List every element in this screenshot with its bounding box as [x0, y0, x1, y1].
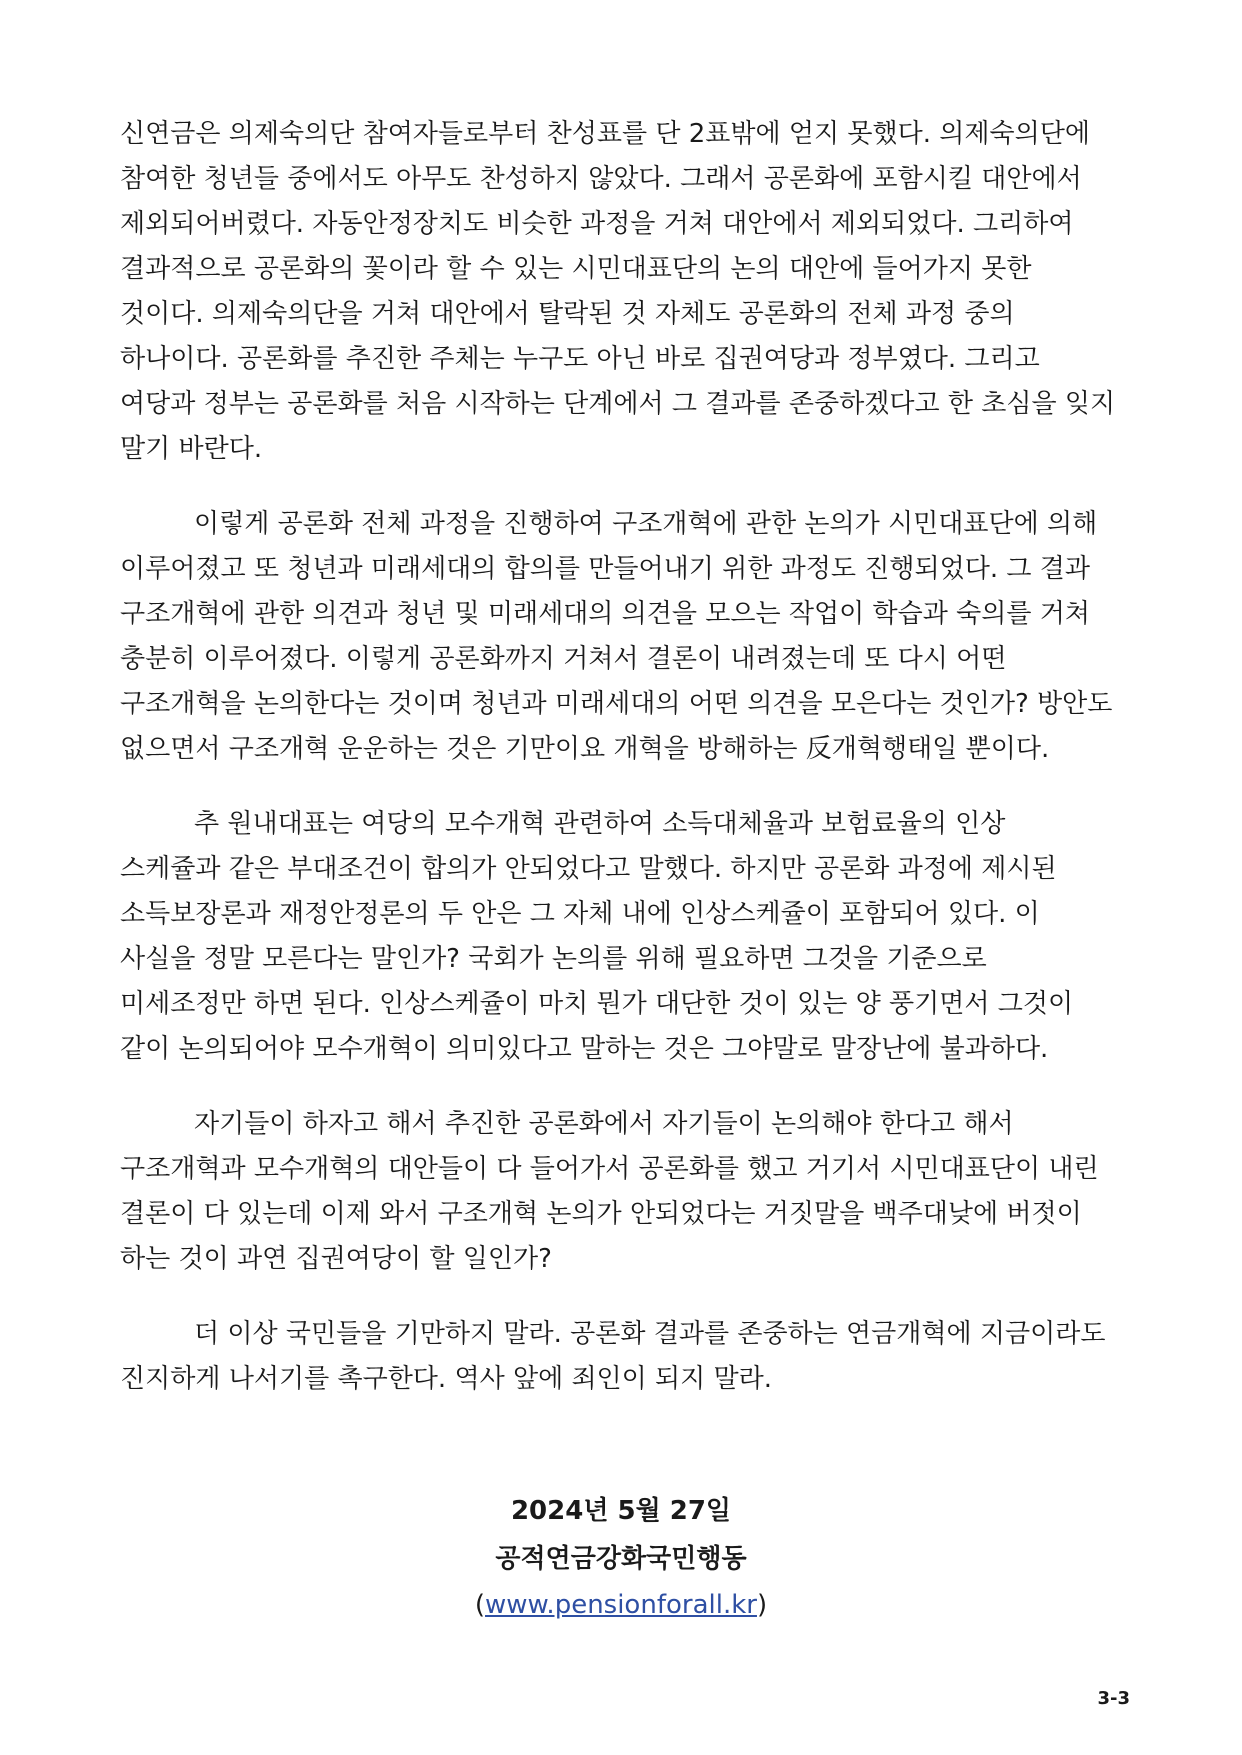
text-line: 자기들이 하자고 해서 추진한 공론화에서 자기들이 논의해야 한다고 해서: [194, 1109, 1014, 1139]
text-line: 미세조정만 하면 된다. 인상스케쥴이 마치 뭔가 대단한 것이 있는 양 풍기면서 그것이: [120, 989, 1074, 1019]
text-line: 구조개혁에 관한 의견과 청년 및 미래세대의 의견을 모으는 작업이 학습과 숙의를 거쳐: [120, 599, 1090, 629]
website-link[interactable]: www.pensionforall.kr: [485, 1590, 757, 1620]
statement-body: [120, 112, 1130, 1432]
text-line: 참여한 청년들 중에서도 아무도 찬성하지 않았다. 그래서 공론화에 포함시킬 대안에서: [120, 164, 1082, 194]
paren-close: ): [756, 1590, 768, 1620]
statement-date: 2024년 5월 27일: [510, 1496, 732, 1526]
text-line: 이루어졌고 또 청년과 미래세대의 합의를 만들어내기 위한 과정도 진행되었다. 그 결과: [120, 554, 1090, 584]
text-line: 제외되어버렸다. 자동안정장치도 비슷한 과정을 거쳐 대안에서 제외되었다. 그리하여: [120, 209, 1074, 239]
text-line: 여당과 정부는 공론화를 처음 시작하는 단계에서 그 결과를 존중하겠다고 한 초심을 잊지: [120, 389, 1116, 419]
text-line: 추 원내대표는 여당의 모수개혁 관련하여 소득대체율과 보험료율의 인상: [194, 809, 1006, 839]
paragraph-1: [120, 112, 1130, 472]
paren-open: (: [474, 1590, 486, 1620]
website-line: [0, 1584, 1242, 1626]
text-line: 결과적으로 공론화의 꽃이라 할 수 있는 시민대표단의 논의 대안에 들어가지 못한: [120, 254, 1032, 284]
text-line: 진지하게 나서기를 촉구한다. 역사 앞에 죄인이 되지 말라.: [120, 1364, 773, 1394]
paragraph-4: [120, 1102, 1130, 1282]
text-line: 말기 바란다.: [120, 434, 263, 464]
text-line: 하는 것이 과연 집권여당이 할 일인가?: [120, 1244, 552, 1274]
text-line: 소득보장론과 재정안정론의 두 안은 그 자체 내에 인상스케쥴이 포함되어 있다. 이: [120, 899, 1040, 929]
paragraph-3: [120, 802, 1130, 1072]
text-line: 하나이다. 공론화를 추진한 주체는 누구도 아닌 바로 집권여당과 정부였다. 그리고: [120, 344, 1040, 374]
organization-name: 공적연금강화국민행동: [495, 1544, 747, 1574]
page-number: 3-3: [1097, 1688, 1130, 1709]
text-line: 없으면서 구조개혁 운운하는 것은 기만이요 개혁을 방해하는 反개혁행태일 뿐이다.: [120, 734, 1050, 764]
text-line: 사실을 정말 모른다는 말인가? 국회가 논의를 위해 필요하면 그것을 기준으로: [120, 944, 987, 974]
paragraph-2: [120, 502, 1130, 772]
text-line: 결론이 다 있는데 이제 와서 구조개혁 논의가 안되었다는 거짓말을 백주대낮에 버젓이: [120, 1199, 1082, 1229]
text-line: 구조개혁을 논의한다는 것이며 청년과 미래세대의 어떤 의견을 모은다는 것인가? 방안도: [120, 689, 1113, 719]
text-line: 충분히 이루어졌다. 이렇게 공론화까지 거쳐서 결론이 내려졌는데 또 다시 어떤: [120, 644, 1007, 674]
text-line: 같이 논의되어야 모수개혁이 의미있다고 말하는 것은 그야말로 말장난에 불과하다.: [120, 1034, 1049, 1064]
text-line: 것이다. 의제숙의단을 거쳐 대안에서 탈락된 것 자체도 공론화의 전체 과정 중의: [120, 299, 1015, 329]
paragraph-5: [120, 1312, 1130, 1402]
text-line: 스케쥴과 같은 부대조건이 합의가 안되었다고 말했다. 하지만 공론화 과정에 제시된: [120, 854, 1057, 884]
text-line: 구조개혁과 모수개혁의 대안들이 다 들어가서 공론화를 했고 거기서 시민대표단이 내린: [120, 1154, 1099, 1184]
text-line: 신연금은 의제숙의단 참여자들로부터 찬성표를 단 2표밖에 얻지 못했다. 의제숙의단에: [120, 119, 1090, 149]
text-line: 이렇게 공론화 전체 과정을 진행하여 구조개혁에 관한 논의가 시민대표단에 의해: [194, 509, 1098, 539]
text-line: 더 이상 국민들을 기만하지 말라. 공론화 결과를 존중하는 연금개혁에 지금이라도: [194, 1319, 1106, 1349]
